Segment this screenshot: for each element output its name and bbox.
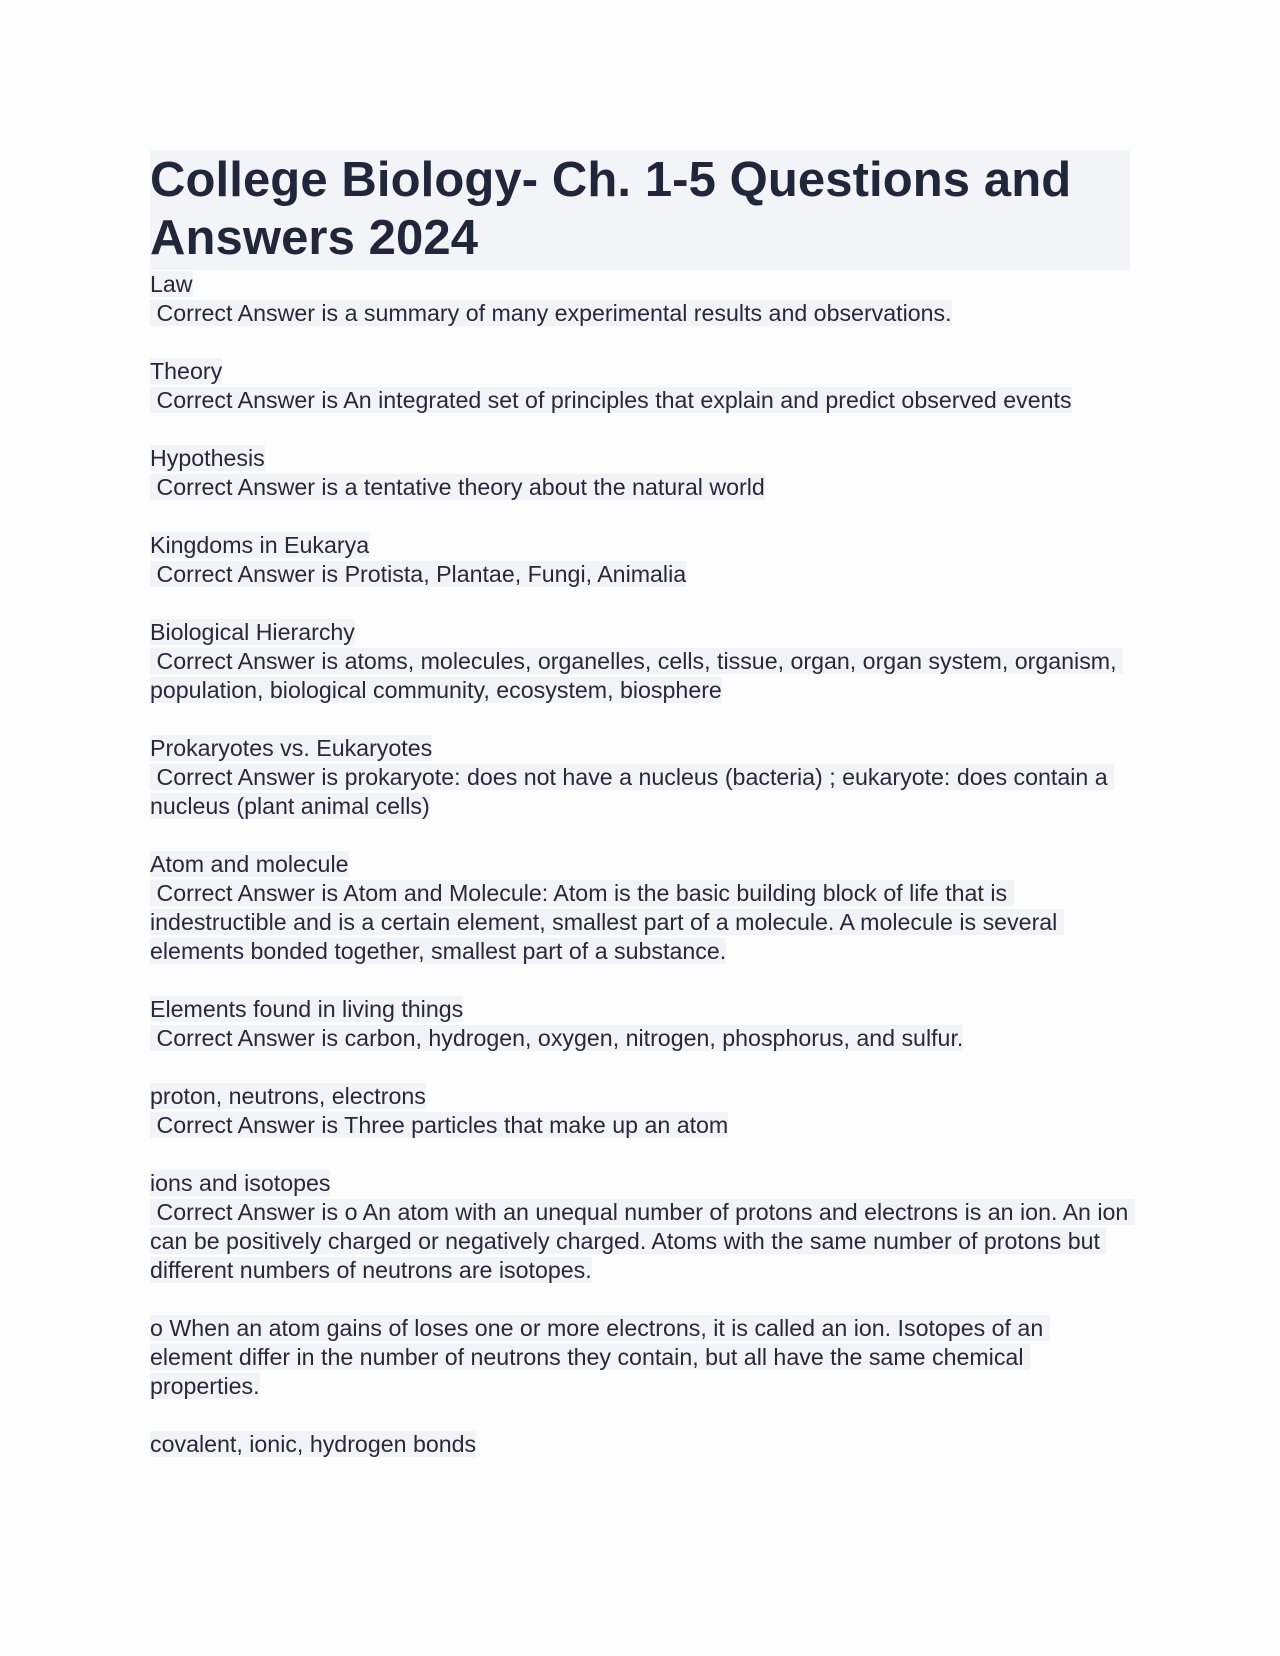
entry-term: covalent, ionic, hydrogen bonds [150, 1431, 477, 1457]
qa-entry-law [150, 270, 1130, 328]
entry-term: Hypothesis [150, 445, 265, 471]
qa-entry-theory [150, 357, 1130, 415]
entry-answer: Correct Answer is prokaryote: does not have a nucleus (bacteria) ; eukaryote: does contain a nucleus (plant animal cells) [150, 764, 1115, 819]
qa-entry-particles [150, 1082, 1130, 1140]
entry-answer: Correct Answer is o An atom with an unequal number of protons and electrons is an ion. An ion can be positively charged or negatively charged. Atoms with the same number of protons but different numbers of neutrons are isotopes. [150, 1199, 1135, 1283]
document-page [150, 150, 1135, 1488]
entry-answer: Correct Answer is a tentative theory about the natural world [150, 474, 765, 500]
entry-term: Theory [150, 358, 223, 384]
extra-paragraph [150, 1314, 1130, 1401]
entry-answer: Correct Answer is Protista, Plantae, Fungi, Animalia [150, 561, 687, 587]
entry-term: Atom and molecule [150, 851, 349, 877]
qa-entry-ions-isotopes [150, 1169, 1135, 1285]
document-title: College Biology- Ch. 1-5 Questions and Answers 2024 [150, 150, 1130, 270]
entry-term: Biological Hierarchy [150, 619, 355, 645]
qa-entry-hypothesis [150, 444, 1130, 502]
entry-answer: Correct Answer is Atom and Molecule: Atom is the basic building block of life that is indestructible and is a certain element, smallest part of a molecule. A molecule is several elements bonded together, smallest part of a substance. [150, 880, 1064, 964]
qa-entry-prokaryotes [150, 734, 1130, 821]
entry-answer: Correct Answer is atoms, molecules, organelles, cells, tissue, organ, organ system, organism, population, biological community, ecosystem, biosphere [150, 648, 1124, 703]
entry-term: Elements found in living things [150, 996, 464, 1022]
qa-entry-atom-molecule [150, 850, 1130, 966]
entry-term: Prokaryotes vs. Eukaryotes [150, 735, 433, 761]
qa-entry-bonds [150, 1430, 1130, 1459]
entry-term: Law [150, 271, 193, 297]
paragraph-text: o When an atom gains of loses one or more electrons, it is called an ion. Isotopes of an element differ in the number of neutrons they contain, but all have the same chemical properties. [150, 1315, 1050, 1399]
entry-term: proton, neutrons, electrons [150, 1083, 426, 1109]
entry-answer: Correct Answer is a summary of many experimental results and observations. [150, 300, 952, 326]
entry-answer: Correct Answer is Three particles that make up an atom [150, 1112, 729, 1138]
entry-answer: Correct Answer is An integrated set of principles that explain and predict observed events [150, 387, 1072, 413]
entry-term: ions and isotopes [150, 1170, 331, 1196]
qa-entry-elements [150, 995, 1130, 1053]
entry-term: Kingdoms in Eukarya [150, 532, 370, 558]
entry-answer: Correct Answer is carbon, hydrogen, oxygen, nitrogen, phosphorus, and sulfur. [150, 1025, 964, 1051]
qa-entry-hierarchy [150, 618, 1130, 705]
qa-entry-kingdoms [150, 531, 1130, 589]
